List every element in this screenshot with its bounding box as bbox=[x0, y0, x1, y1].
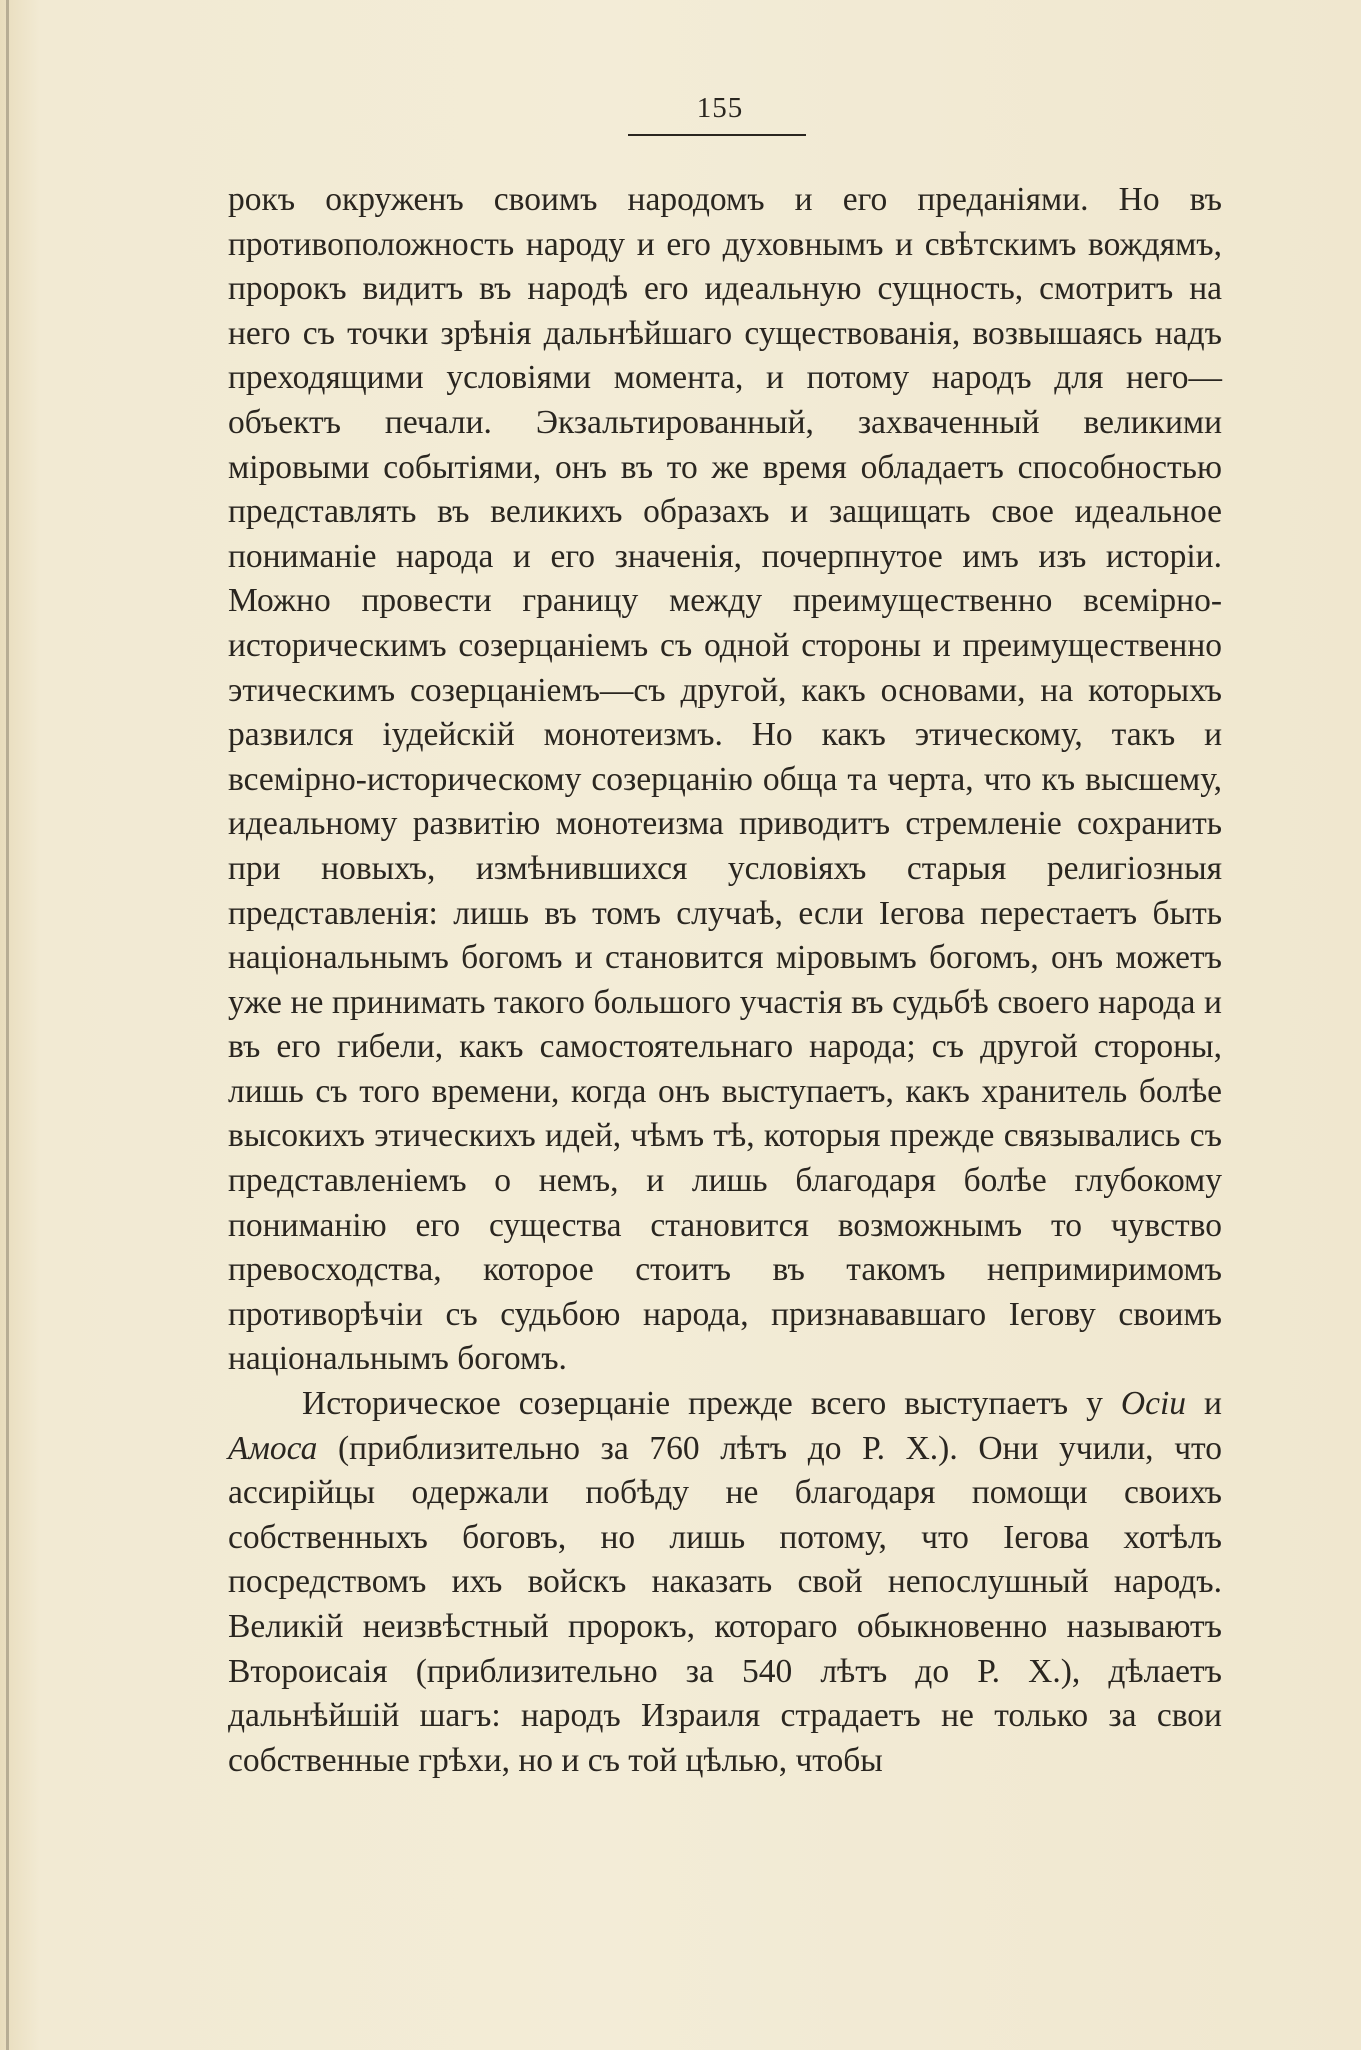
page-number: 155 bbox=[696, 92, 744, 124]
paragraph-1: рокъ окруженъ своимъ народомъ и его преданіями. Но въ противоположность народу и его духовнымъ и свѣтскимъ вождямъ, пророкъ видитъ въ народѣ его идеальную сущность, смотритъ на него съ точки зрѣнія дальнѣйшаго существованія, возвышаясь надъ преходящими условіями момента, и потому народъ для него—объектъ печали. Экзальтированный, захваченный великими міровыми событіями, онъ въ то же время обладаетъ способностью представлять въ великихъ образахъ и защищать свое идеальное пониманіе народа и его значенія, почерпнутое имъ изъ исторіи. Можно провести границу между преимущественно всемірно-историческимъ созерцаніемъ съ одной стороны и преимущественно этическимъ созерцаніемъ—съ другой, какъ основами, на которыхъ развился іудейскій монотеизмъ. Но какъ этическому, такъ и всемірно-историческому созерцанію обща та черта, что къ высшему, идеальному развитію монотеизма приводитъ стремленіе сохранить при новыхъ, измѣнившихся условіяхъ старыя религіозныя представленія: лишь въ томъ случаѣ, если Іегова перестаетъ быть національнымъ богомъ и становится міровымъ богомъ, онъ можетъ уже не принимать такого большого участія въ судьбѣ своего народа и въ его гибели, какъ самостоятельнаго народа; съ другой стороны, лишь съ того времени, когда онъ выступаетъ, какъ хранитель болѣе высокихъ этическихъ идей, чѣмъ тѣ, которыя прежде связывались съ представленіемъ о немъ, и лишь благодаря болѣе глубокому пониманію его существа становится возможнымъ то чувство превосходства, которое стоитъ въ такомъ непримиримомъ противорѣчіи съ судьбою народа, признававшаго Іегову своимъ національнымъ богомъ. bbox=[228, 181, 1222, 1378]
paragraph-2-part-3: (приблизительно за 760 лѣтъ до Р. Х.). Они учили, что ассирійцы одержали побѣду не благодаря помощи своихъ собственныхъ боговъ, но лишь потому, что Іегова хотѣлъ посредствомъ ихъ войскъ наказать свой непослушный народъ. Великій неизвѣстный пророкъ, котораго обыкновенно называютъ Второисаія (приблизительно за 540 лѣтъ до Р. Х.), дѣлаетъ дальнѣйшій шагъ: народъ Израиля страдаетъ не только за свои собственные грѣхи, но и съ той цѣлью, чтобы bbox=[228, 1429, 1222, 1779]
body-text bbox=[228, 178, 1222, 1783]
paragraph-2-part-2: и bbox=[1186, 1385, 1222, 1423]
paragraph-2 bbox=[228, 1382, 1222, 1783]
prophet-name-hosea: Осіи bbox=[1120, 1385, 1187, 1423]
prophet-name-amos: Амоса bbox=[228, 1429, 318, 1467]
page-edge-shadow bbox=[6, 0, 9, 2050]
paragraph-2-part-1: Историческое созерцаніе прежде всего выступаетъ у bbox=[302, 1385, 1121, 1423]
page-number-rule bbox=[628, 134, 806, 136]
